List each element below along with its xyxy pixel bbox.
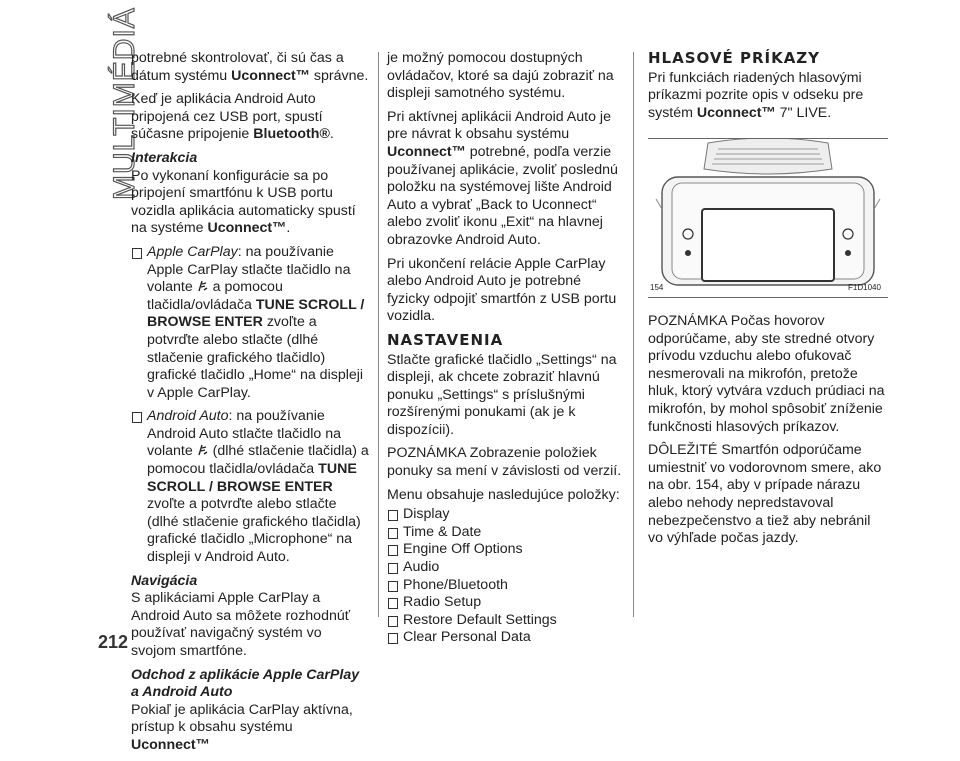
- section-title: MULTIMÉDIÁ: [108, 7, 141, 200]
- paragraph: Pokiaľ je aplikácia CarPlay aktívna, prístup k obsahu systému Uconnect™: [131, 701, 353, 753]
- paragraph: DÔLEŽITÉ Smartfón odporúčame umiestniť vo vodorovnom smere, ako na obr. 154, aby v prípade nárazu alebo nehody nepredstavoval nebezpečenstvo a tiež aby nebránil vo výhľade počas jazdy.: [648, 442, 882, 547]
- paragraph: potrebné skontrolovať, či sú čas a dátum systému Uconnect™ správne.: [131, 50, 369, 84]
- heading-hlasove-prikazy: HLASOVÉ PRÍKAZY: [648, 49, 821, 67]
- column-divider: [633, 52, 634, 617]
- list-item: Display: [387, 506, 624, 524]
- paragraph: POZNÁMKA Zobrazenie položiek ponuky sa mení v závislosti od verzií.: [387, 445, 622, 480]
- heading-nastavenia: NASTAVENIA: [387, 330, 504, 349]
- infotainment-unit-illustration: [648, 139, 888, 297]
- paragraph: Stlačte grafické tlačidlo „Settings“ na displeji, ak chcete zobraziť hlavnú ponuku „Settings“ s príslušnými rozšírenými ponukami (ak je k dispozícii).: [387, 351, 617, 438]
- voice-command-icon: [197, 443, 209, 457]
- figure-number: 154: [650, 283, 664, 292]
- heading-navigacia: Navigácia: [131, 572, 198, 589]
- column-3-lower: [648, 313, 888, 554]
- paragraph: Po vykonaní konfigurácie sa po pripojení smartfónu k USB portu vozidla aplikácia automaticky spustí na systéme Uconnect™.: [131, 167, 356, 237]
- paragraph: Keď je aplikácia Android Auto pripojená cez USB port, spustí súčasne pripojenie Bluetooth®.: [131, 91, 334, 143]
- figure-code: F1D1040: [848, 283, 881, 292]
- heading-interakcia: Interakcia: [131, 149, 198, 166]
- paragraph: je možný pomocou dostupných ovládačov, ktoré sa dajú zobraziť na displeji samotného systému.: [387, 50, 614, 102]
- page-number: 212: [98, 632, 129, 652]
- list-item: Restore Default Settings: [387, 612, 624, 630]
- voice-command-icon: [197, 279, 209, 293]
- column-3: [648, 50, 888, 128]
- list-item: Audio: [387, 559, 624, 577]
- paragraph: S aplikáciami Apple CarPlay a Android Auto sa môžete rozhodnúť používať navigačný systém vo svojom smartfóne.: [131, 590, 351, 659]
- list-item: Radio Setup: [387, 594, 624, 612]
- list-item: Clear Personal Data: [387, 629, 624, 647]
- bullet-android-auto: Android Auto: na používanie Android Auto stlačte tlačidlo na volante (dlhé stlačenie tlačidla) a pomocou tlačidla/ovládača TUNE SCROLL / BROWSE ENTER zvoľte a potvrďte alebo stlačte (dlhé stlačenie grafického tlačidla) grafické tlačidlo „Microphone“ na displeji v Android Auto.: [131, 408, 369, 566]
- heading-odchod: Odchod z aplikácie Apple CarPlay a Android Auto: [131, 666, 360, 701]
- paragraph: POZNÁMKA Počas hovorov odporúčame, aby ste stredné otvory prívodu vzduchu alebo ofukovač nesmerovali na mikrofón, pretože hluk, ktorý vytvára vzduch prúdiaci na mikrofón, by mohol spôsobiť zníženie funkčnosti hlasových príkazov.: [648, 313, 885, 435]
- section-title-vertical: [78, 7, 141, 200]
- paragraph: Menu obsahuje nasledujúce položky:: [387, 486, 620, 503]
- paragraph: Pri aktívnej aplikácii Android Auto je pre návrat k obsahu systému Uconnect™ potrebné, podľa verzie používanej aplikácie, zvoliť poslednú položku na systémovej lište Android Auto a vybrať „Back to Uconnect“ alebo zvoliť ikonu „Exit“ na hlavnej obrazovke Android Auto.: [387, 108, 618, 248]
- paragraph: Pri ukončení relácie Apple CarPlay alebo Android Auto je potrebné fyzicky odpojiť smartfón z USB portu vozidla.: [387, 255, 617, 325]
- column-1: [131, 50, 369, 761]
- paragraph: Pri funkciách riadených hlasovými príkazmi pozrite opis v odseku pre systém Uconnect™ 7" LIVE.: [648, 69, 864, 121]
- bullet-apple-carplay: Apple CarPlay: na používanie Apple CarPlay stlačte tlačidlo na volante a pomocou tlačidla/ovládača TUNE SCROLL / BROWSE ENTER zvoľte a potvrďte alebo stlačte (dlhé stlačenie grafického tlačidlo) grafické tlačidlo „Home“ na displeji v Apple CarPlay.: [131, 244, 369, 402]
- menu-list: [387, 506, 624, 647]
- list-item: Engine Off Options: [387, 541, 624, 559]
- figure-154: [648, 138, 888, 298]
- column-divider: [378, 52, 379, 617]
- column-2: [387, 50, 624, 647]
- list-item: Time & Date: [387, 524, 624, 542]
- list-item: Phone/Bluetooth: [387, 577, 624, 595]
